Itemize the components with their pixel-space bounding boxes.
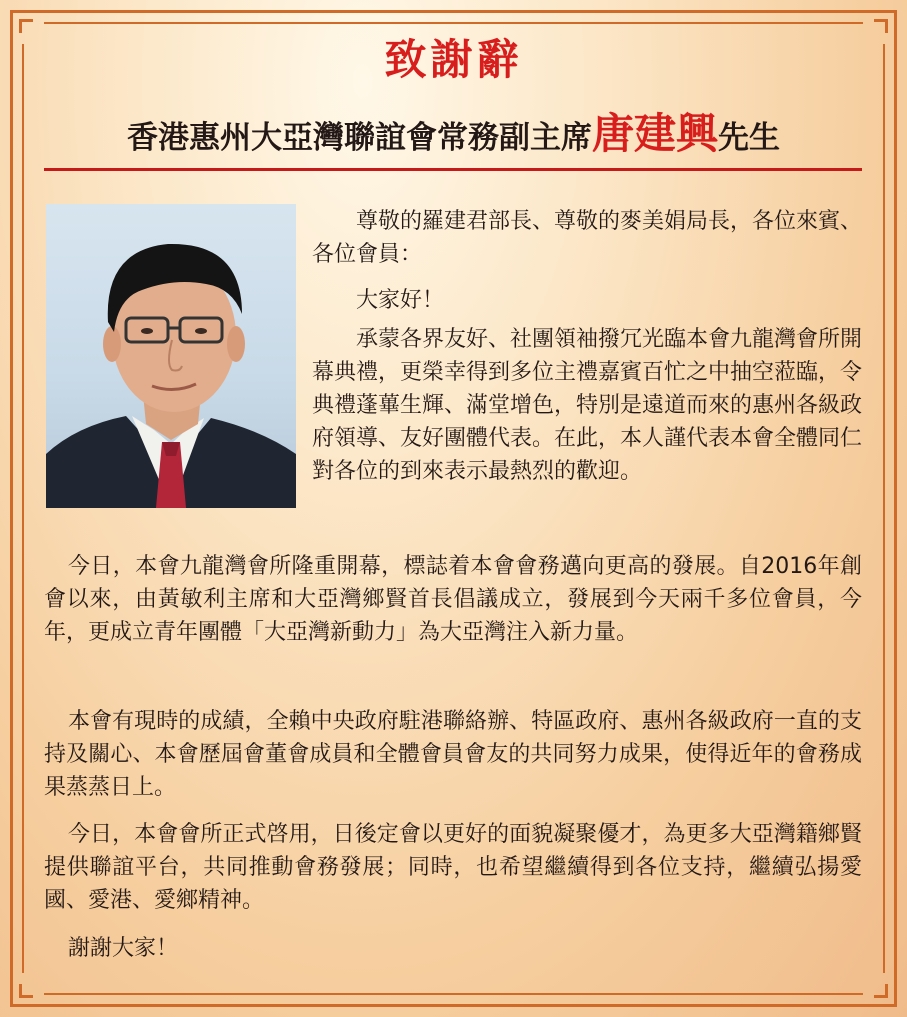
paragraph-3: 本會有現時的成績，全賴中央政府駐港聯絡辦、特區政府、惠州各級政府一直的支持及關心、本會歷屆會董會成員和全體會員會友的共同努力成果，使得近年的會務成果蒸蒸日上。 [44,709,862,800]
closing: 謝謝大家！ [68,936,179,961]
speaker-portrait [46,204,296,508]
title-divider [44,168,862,171]
paragraph-4: 今日，本會會所正式啓用，日後定會以更好的面貌凝聚優才，為更多大亞灣籍鄉賢提供聯誼平台，共同推動會務發展；同時，也希望繼續得到各位支持，繼續弘揚愛國、愛港、愛鄉精神。 [44,822,862,913]
speaker-name: 唐建興 [591,109,718,158]
greeting: 大家好！ [356,288,445,313]
speaker-line [0,106,907,166]
speaker-title: 香港惠州大亞灣聯誼會常務副主席 [126,120,592,156]
frame-corner-bottom-right [863,973,897,1007]
paragraph-2: 今日，本會九龍灣會所隆重開幕，標誌着本會會務邁向更高的發展。自2016年創會以來，由黃敏利主席和大亞灣鄉賢首長倡議成立，發展到今天兩千多位會員，今年，更成立青年團體「大亞灣新動力」為大亞灣注入新力量。 [44,554,862,645]
paragraph-1: 承蒙各界友好、社團領袖撥冗光臨本會九龍灣會所開幕典禮，更榮幸得到多位主禮嘉賓百忙之中抽空蒞臨，令典禮蓬蓽生輝、滿堂增色，特別是遠道而來的惠州各級政府領導、友好團體代表。在此，本人謹代表本會全體同仁對各位的到來表示最熱烈的歡迎。 [312,327,863,484]
speaker-honorific: 先生 [718,120,780,156]
page-title: 致謝辭 [384,35,523,84]
frame-corner-bottom-left [10,973,44,1007]
salutation: 尊敬的羅建君部長、尊敬的麥美娟局長，各位來賓、各位會員： [312,209,863,267]
